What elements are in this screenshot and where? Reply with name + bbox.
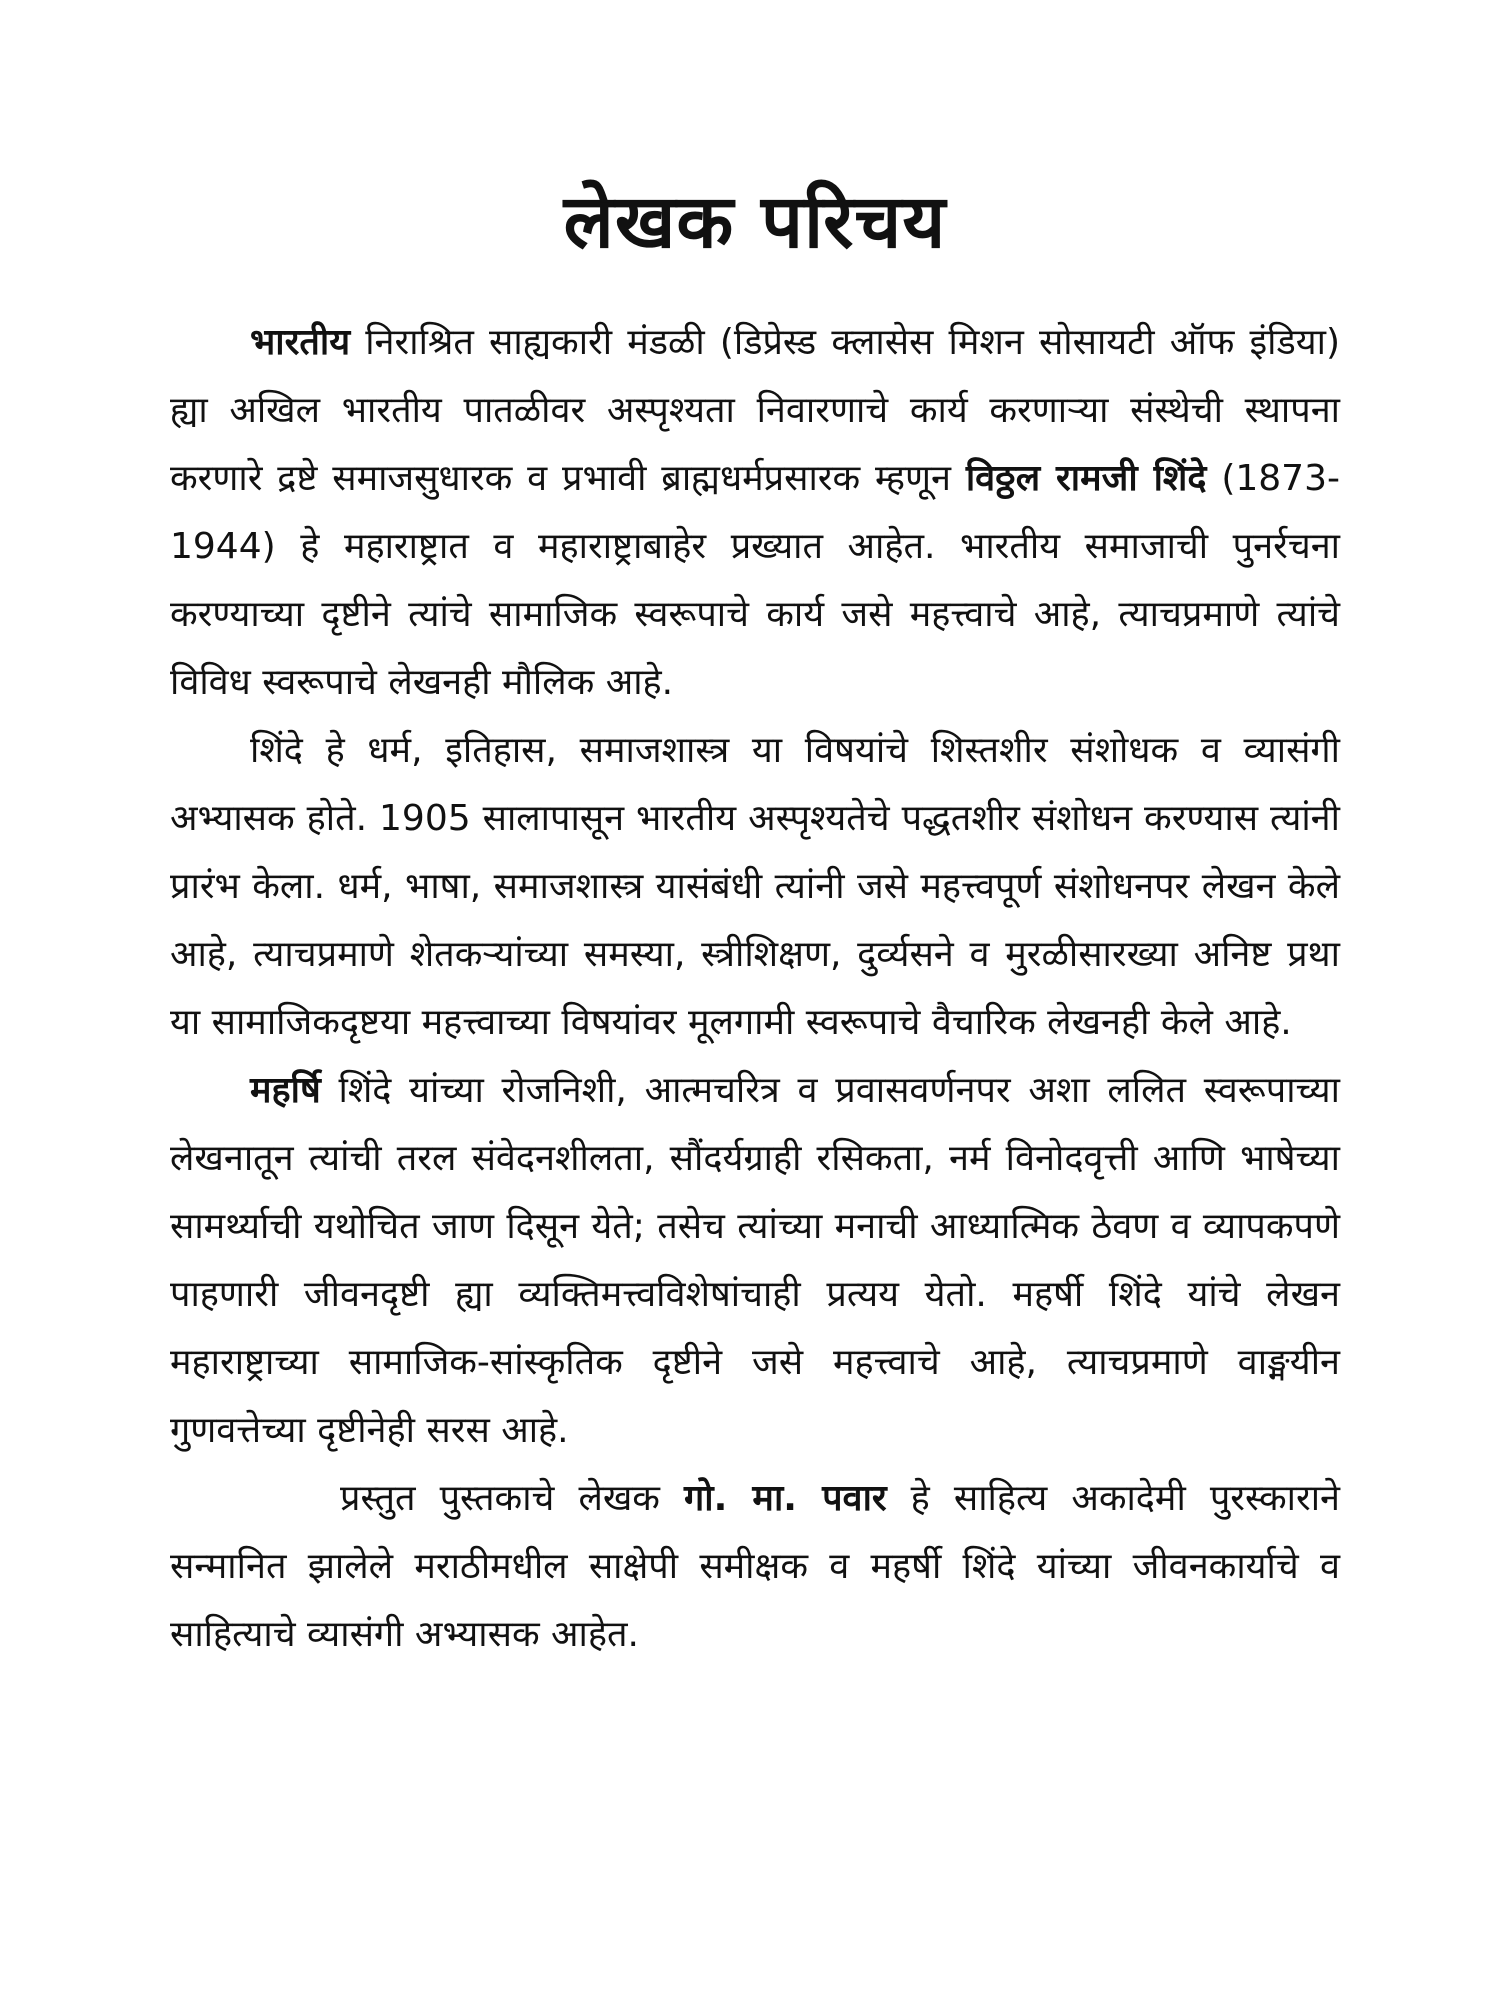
paragraph-2: शिंदे हे धर्म, इतिहास, समाजशास्त्र या विषयांचे शिस्तशीर संशोधक व व्यासंगी अभ्यासक होते. 1905 सालापासून भारतीय अस्पृश्यतेचे पद्धतशीर संशोधन करण्यास त्यांनी प्रारंभ केला. धर्म, भाषा, समाजशास्त्र यासंबंधी त्यांनी जसे महत्त्वपूर्ण संशोधनपर लेखन केले आहे, त्याचप्रमाणे शेतकऱ्यांच्या समस्या, स्त्रीशिक्षण, दुर्व्यसने व मुरळीसारख्या अनिष्ट प्रथा या सामाजिकदृष्टया महत्त्वाच्या विषयांवर मूलगामी स्वरूपाचे वैचारिक लेखनही केले आहे. bbox=[170, 730, 1340, 1044]
page-title: लेखक परिचय bbox=[563, 179, 947, 265]
paragraph-4-text-b: हे साहित्य अकादेमी पुरस्काराने सन्मानित झालेले मराठीमधील साक्षेपी समीक्षक व महर्षी शिंदे यांच्या जीवनकार्याचे व साहित्याचे व्यासंगी अभ्यासक आहेत. bbox=[170, 1478, 1341, 1656]
paragraph-1-text-b: (1873-1944) हे महाराष्ट्रात व महाराष्ट्राबाहेर प्रख्यात आहेत. भारतीय समाजाची पुनर्रचना करण्याच्या दृष्टीने त्यांचे सामाजिक स्वरूपाचे कार्य जसे महत्त्वाचे आहे, त्याचप्रमाणे त्यांचे विविध स्वरूपाचे लेखनही मौलिक आहे. bbox=[170, 458, 1340, 704]
paragraph-4-text-a: प्रस्तुत पुस्तकाचे लेखक bbox=[340, 1478, 685, 1520]
author-name: गो. मा. पवार bbox=[684, 1478, 887, 1520]
paragraph-1-lead: भारतीय bbox=[250, 322, 351, 364]
paragraph-3-lead: महर्षि bbox=[250, 1070, 321, 1112]
paragraph-1 bbox=[170, 309, 1340, 717]
person-name: विठ्ठल रामजी शिंदे bbox=[965, 458, 1207, 500]
paragraph-1-text-a: निराश्रित साह्यकारी मंडळी (डिप्रेस्ड क्लासेस मिशन सोसायटी ऑफ इंडिया) ह्या अखिल भारतीय पातळीवर अस्पृश्यता निवारणाचे कार्य करणाऱ्या संस्थेची स्थापना करणारे द्रष्टे समाजसुधारक व प्रभावी ब्राह्मधर्मप्रसारक म्हणून bbox=[170, 322, 1340, 500]
paragraph-4 bbox=[170, 1465, 1340, 1669]
paragraph-3-text: शिंदे यांच्या रोजनिशी, आत्मचरित्र व प्रवासवर्णनपर अशा ललित स्वरूपाच्या लेखनातून त्यांची तरल संवेदनशीलता, सौंदर्यग्राही रसिकता, नर्म विनोदवृत्ती आणि भाषेच्या सामर्थ्याची यथोचित जाण दिसून येते; तसेच त्यांच्या मनाची आध्यात्मिक ठेवण व व्यापकपणे पाहणारी जीवनदृष्टी ह्या व्यक्तिमत्त्वविशेषांचाही प्रत्यय येतो. महर्षी शिंदे यांचे लेखन महाराष्ट्राच्या सामाजिक-सांस्कृतिक दृष्टीने जसे महत्त्वाचे आहे, त्याचप्रमाणे वाङ्मयीन गुणवत्तेच्या दृष्टीनेही सरस आहे. bbox=[170, 1070, 1340, 1452]
paragraph-3 bbox=[170, 1057, 1340, 1465]
